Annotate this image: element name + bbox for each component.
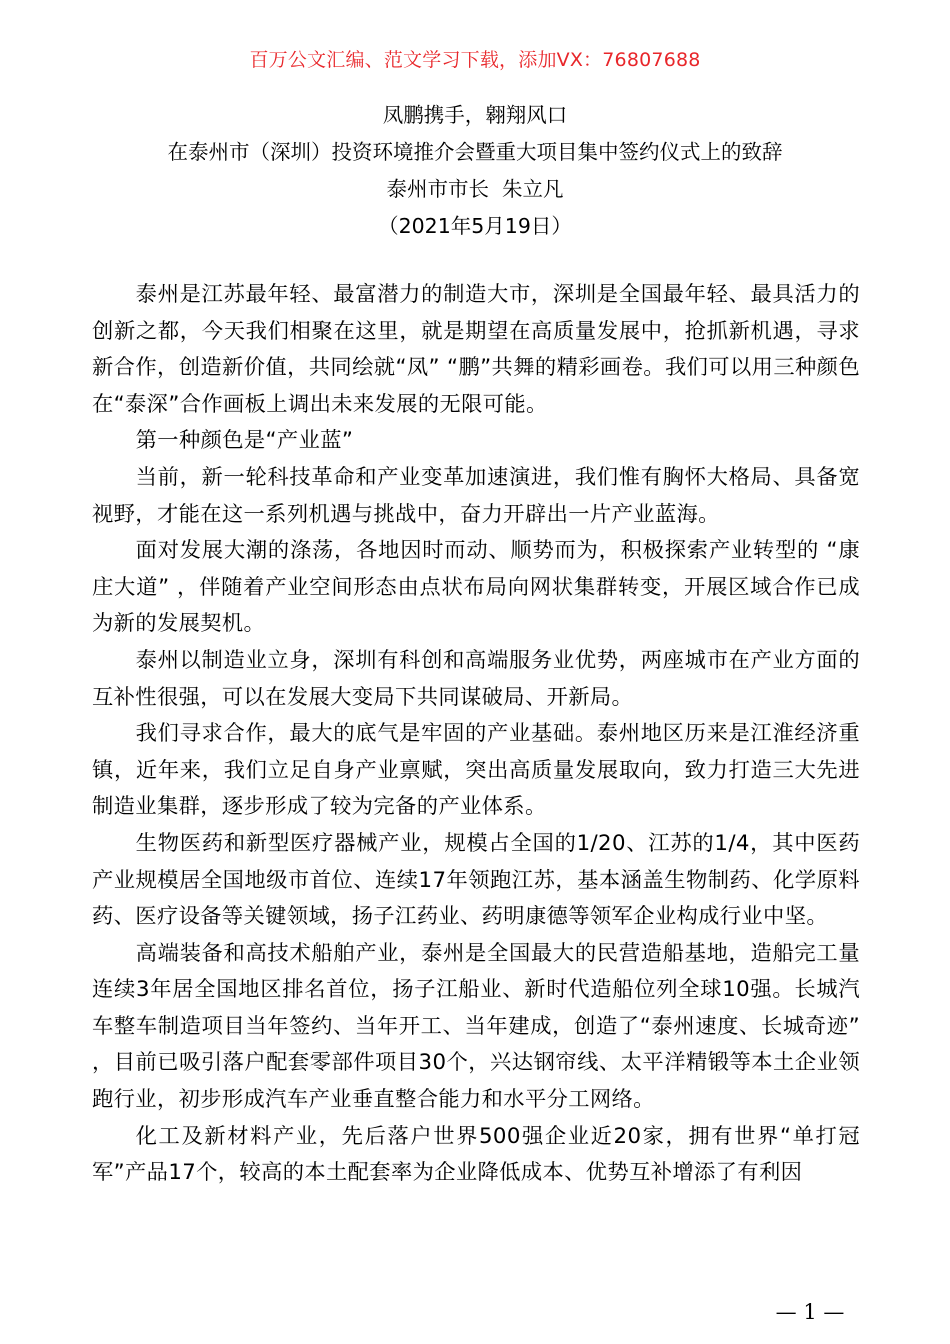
document-header xyxy=(0,97,950,245)
paragraph: 面对发展大潮的涤荡，各地因时而动、顺势而为，积极探索产业转型的 “康庄大道” ，伴随着产业空间形态由点状布局向网状集群转变，开展区域合作已成为新的发展契机。 xyxy=(92,538,860,637)
paragraph: 我们寻求合作，最大的底气是牢固的产业基础。泰州地区历来是江淮经济重镇，近年来，我们立足自身产业禀赋，突出高质量发展取向，致力打造三大先进制造业集群，逐步形成了较为完备的产业体系。 xyxy=(92,721,860,820)
document-body xyxy=(92,277,860,1192)
page-number: — 1 — xyxy=(775,1300,845,1324)
document-title: 凤鹏携手，翱翔风口 xyxy=(382,103,568,127)
watermark-banner: 百万公文汇编、范文学习下载，添加VX：76807688 xyxy=(249,49,701,71)
paragraph: 当前，新一轮科技革命和产业变革加速演进，我们惟有胸怀大格局、具备宽视野，才能在这一系列机遇与挑战中，奋力开辟出一片产业蓝海。 xyxy=(92,464,860,527)
paragraph: 高端装备和高技术船舶产业，泰州是全国最大的民营造船基地，造船完工量连续3年居全国地区排名首位，扬子江船业、新时代造船位列全球10强。长城汽车整车制造项目当年签约、当年开工、当年建成，创造了“泰州速度、长城奇迹” ，目前已吸引落户配套零部件项目30个，兴达钢帘线、太平洋精锻等本土企业领跑行业，初步形成汽车产业垂直整合能力和水平分工网络。 xyxy=(92,940,860,1113)
section-heading: 第一种颜色是“产业蓝” xyxy=(135,428,354,454)
paragraph: 泰州是江苏最年轻、最富潜力的制造大市，深圳是全国最年轻、最具活力的创新之都，今天我们相聚在这里，就是期望在高质量发展中，抢抓新机遇，寻求新合作，创造新价值，共同绘就“凤” “鹏”共舞的精彩画卷。我们可以用三种颜色在“泰深”合作画板上调出未来发展的无限可能。 xyxy=(92,282,860,417)
document-subtitle: 在泰州市（深圳）投资环境推介会暨重大项目集中签约仪式上的致辞 xyxy=(167,140,783,164)
paragraph: 生物医药和新型医疗器械产业，规模占全国的1/20、江苏的1/4，其中医药产业规模居全国地级市首位、连续17年领跑江苏，基本涵盖生物制药、化学原料药、医疗设备等关键领域，扬子江药业、药明康德等领军企业构成行业中坚。 xyxy=(92,830,860,930)
paragraph: 泰州以制造业立身，深圳有科创和高端服务业优势，两座城市在产业方面的互补性很强，可以在发展大变局下共同谋破局、开新局。 xyxy=(92,647,860,710)
paragraph: 化工及新材料产业，先后落户世界500强企业近20家，拥有世界“单打冠军”产品17个，较高的本土配套率为企业降低成本、优势互补增添了有利因 xyxy=(92,1123,860,1186)
document-author: 泰州市市长 朱立凡 xyxy=(386,177,564,201)
document-date: （2021年5月19日） xyxy=(378,214,572,238)
